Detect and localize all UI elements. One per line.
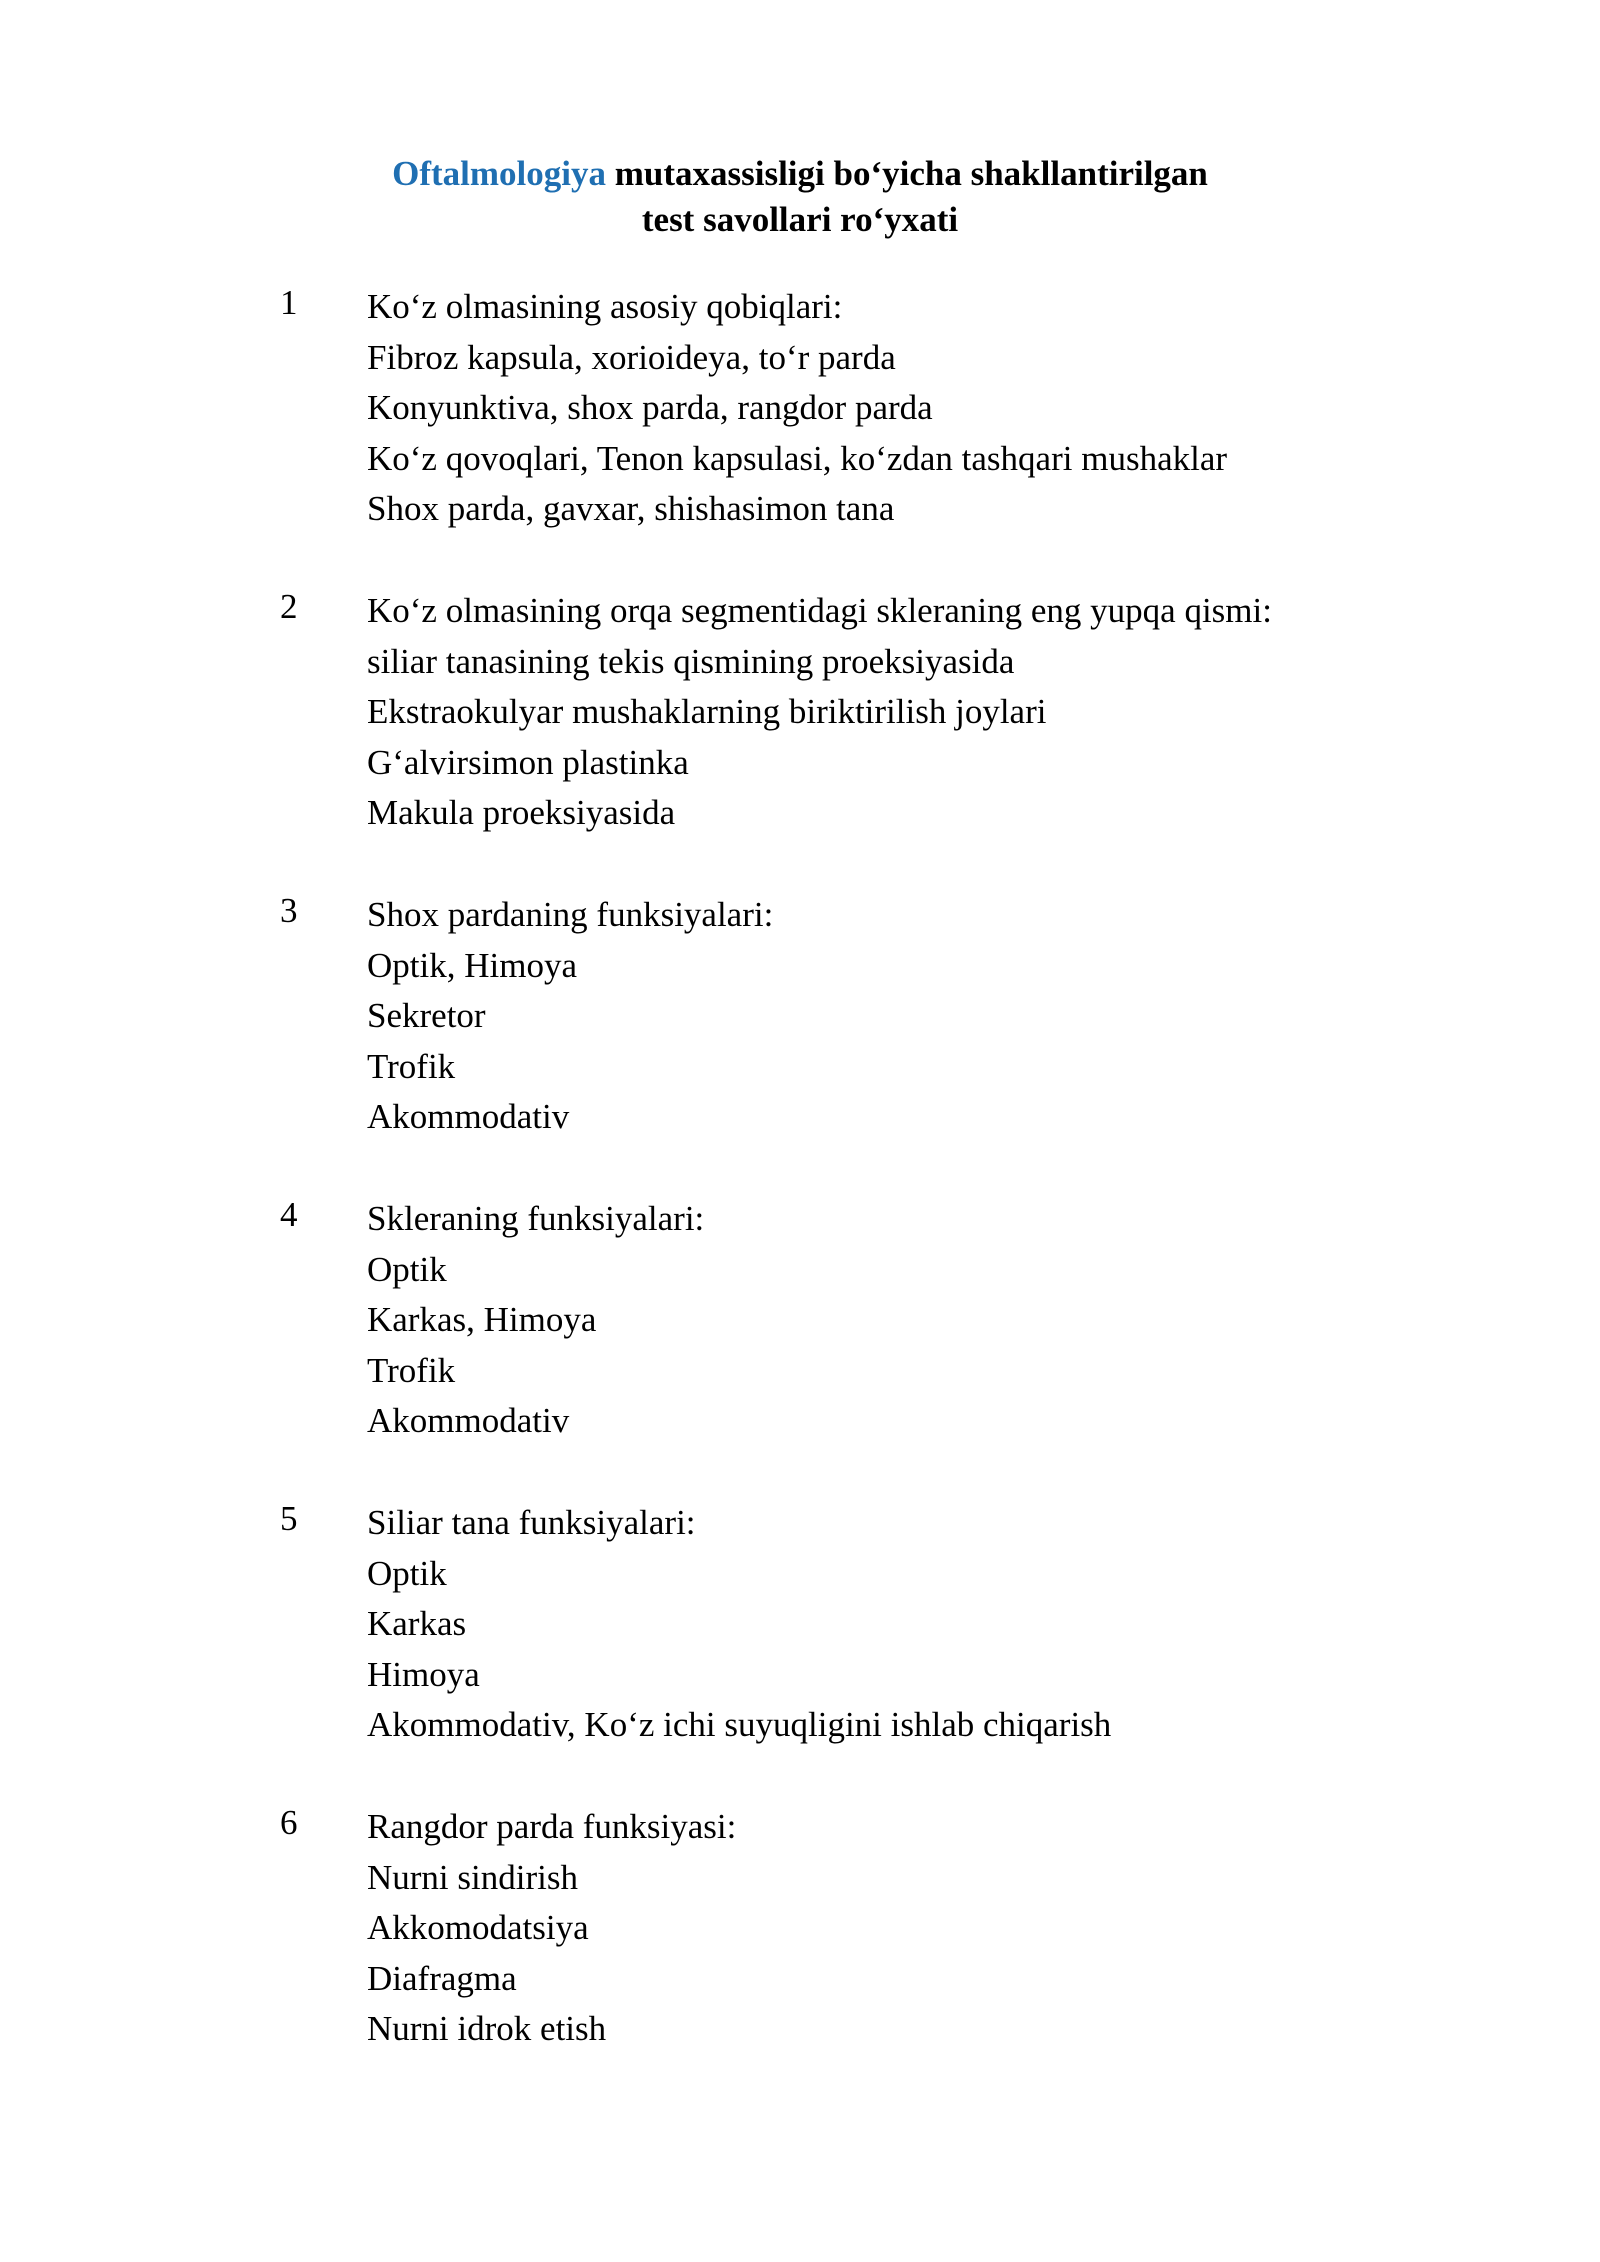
- answer-option: Akommodativ, Ko‘z ichi suyuqligini ishlab chiqarish: [367, 1705, 1112, 1744]
- question-list: [0, 278, 1600, 2102]
- answer-option: Sekretor: [367, 996, 486, 1035]
- answer-option: Konyunktiva, shox parda, rangdor parda: [367, 388, 933, 427]
- answer-option: Makula proeksiyasida: [367, 793, 676, 832]
- title-line-1: [0, 151, 1600, 197]
- title-rest: mutaxassisligi bo‘yicha shakllantirilgan: [605, 154, 1208, 193]
- answer-option: siliar tanasining tekis qismining proeksiyasida: [367, 641, 1015, 681]
- answer-option: Shox parda, gavxar, shishasimon tana: [367, 489, 895, 528]
- question-number: 6: [280, 1803, 298, 1842]
- question-body: [367, 1498, 1111, 1751]
- question-number: 1: [280, 283, 298, 322]
- question-body: [367, 586, 1272, 839]
- answer-option: Trofik: [367, 1046, 456, 1086]
- question-number: 2: [280, 587, 298, 626]
- question-text: Skleraning funksiyalari:: [367, 1199, 705, 1238]
- answer-option: G‘alvirsimon plastinka: [367, 742, 689, 782]
- answer-option: Akkomodatsiya: [367, 1908, 589, 1947]
- title-specialty: Oftalmologiya: [392, 154, 606, 193]
- question-item: [0, 278, 1600, 582]
- question-text: Shox pardaning funksiyalari:: [367, 895, 774, 934]
- answer-option: Optik, Himoya: [367, 945, 577, 985]
- answer-option: Optik: [367, 1249, 447, 1289]
- question-body: [367, 282, 1227, 535]
- answer-option: Nurni sindirish: [367, 1857, 578, 1897]
- question-item: [0, 1494, 1600, 1798]
- question-item: [0, 886, 1600, 1190]
- answer-option: Karkas, Himoya: [367, 1300, 597, 1339]
- document-title: [0, 151, 1600, 243]
- question-body: [367, 1194, 704, 1447]
- question-item: [0, 582, 1600, 886]
- answer-option: Akommodativ: [367, 1097, 570, 1136]
- question-text: Ko‘z olmasining orqa segmentidagi skleraning eng yupqa qismi:: [367, 591, 1272, 630]
- answer-option: Karkas: [367, 1604, 467, 1643]
- title-line-2: test savollari ro‘yxati: [641, 200, 959, 239]
- question-number: 3: [280, 891, 298, 930]
- question-item: [0, 1798, 1600, 2102]
- answer-option: Diafragma: [367, 1958, 517, 1998]
- answer-option: Optik: [367, 1553, 447, 1593]
- question-text: Rangdor parda funksiyasi:: [367, 1807, 737, 1846]
- question-text: Siliar tana funksiyalari:: [367, 1503, 696, 1542]
- answer-option: Himoya: [367, 1654, 480, 1694]
- question-text: Ko‘z olmasining asosiy qobiqlari:: [367, 287, 843, 326]
- answer-option: Fibroz kapsula, xorioideya, to‘r parda: [367, 337, 896, 377]
- question-number: 5: [280, 1499, 298, 1538]
- answer-option: Nurni idrok etish: [367, 2009, 607, 2048]
- answer-option: Ko‘z qovoqlari, Tenon kapsulasi, ko‘zdan tashqari mushaklar: [367, 438, 1228, 478]
- question-body: [367, 1802, 736, 2055]
- question-item: [0, 1190, 1600, 1494]
- question-body: [367, 890, 773, 1143]
- answer-option: Ekstraokulyar mushaklarning biriktirilish joylari: [367, 692, 1047, 731]
- answer-option: Trofik: [367, 1350, 456, 1390]
- answer-option: Akommodativ: [367, 1401, 570, 1440]
- question-number: 4: [280, 1195, 298, 1234]
